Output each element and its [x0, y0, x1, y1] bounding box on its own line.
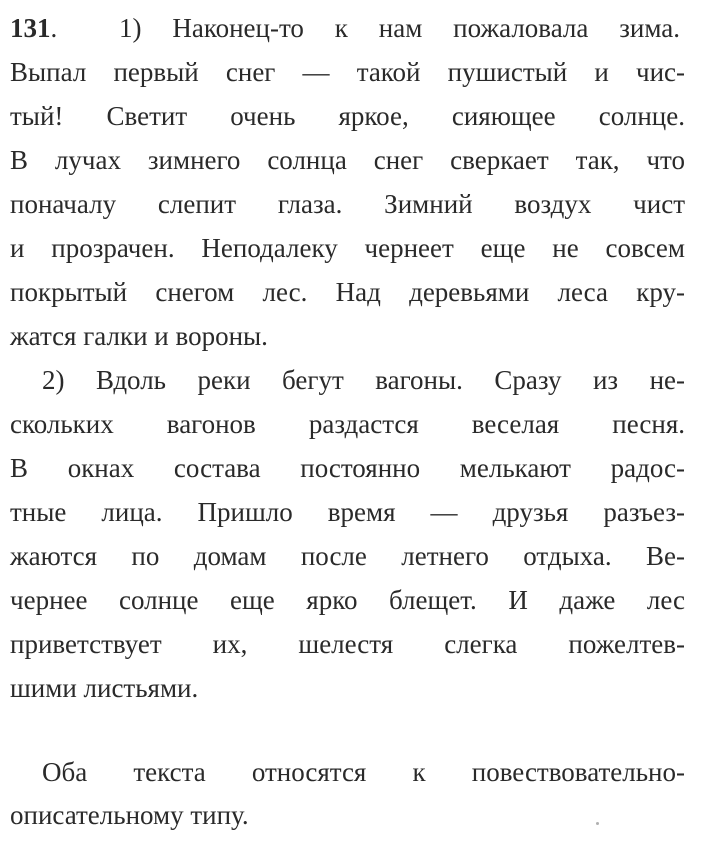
paragraph-2-line-3: В окнах состава постоянно мелькают радос- — [10, 453, 685, 483]
paragraph-2-line-7: приветствует их, шелестя слегка пожелтев- — [10, 629, 685, 659]
paragraph-2-line-5: жаются по домам после летнего отдыха. Ве- — [10, 541, 685, 571]
paragraph-1-line-4: В лучах зимнего солнца снег сверкает так, что — [10, 145, 685, 175]
scan-speck — [596, 822, 599, 825]
paragraph-2-line-4: тные лица. Пришло время — друзья разъез- — [10, 497, 685, 527]
paragraph-1-line-1: 131. 1) Наконец-то к нам пожаловала зима. — [10, 13, 680, 43]
paragraph-1-line-6: и прозрачен. Неподалеку чернеет еще не совсем — [10, 233, 685, 263]
paragraph-1-line-5: поначалу слепит глаза. Зимний воздух чист — [10, 189, 685, 219]
paragraph-1-line-8: жатся галки и вороны. — [10, 321, 268, 351]
paragraph-1-line-7: покрытый снегом лес. Над деревьями леса кру- — [10, 277, 685, 307]
paragraph-1-line-2: Выпал первый снег — такой пушистый и чис- — [10, 57, 685, 87]
paragraph-2-line-8: шими листьями. — [10, 673, 199, 703]
paragraph-1-line-1-text: 1) Наконец-то к нам пожаловала зима. — [119, 13, 680, 43]
conclusion-line-2: описательному типу. — [10, 800, 249, 830]
paragraph-2-line-2: скольких вагонов раздастся веселая песня. — [10, 409, 685, 439]
paragraph-2-line-1: 2) Вдоль реки бегут вагоны. Сразу из не- — [42, 365, 685, 395]
paragraph-1-line-3: тый! Светит очень яркое, сияющее солнце. — [10, 101, 685, 131]
conclusion-line-1: Оба текста относятся к повествовательно- — [42, 757, 685, 787]
paragraph-2-line-6: чернее солнце еще ярко блещет. И даже лес — [10, 585, 685, 615]
exercise-number: 131 — [10, 13, 51, 43]
